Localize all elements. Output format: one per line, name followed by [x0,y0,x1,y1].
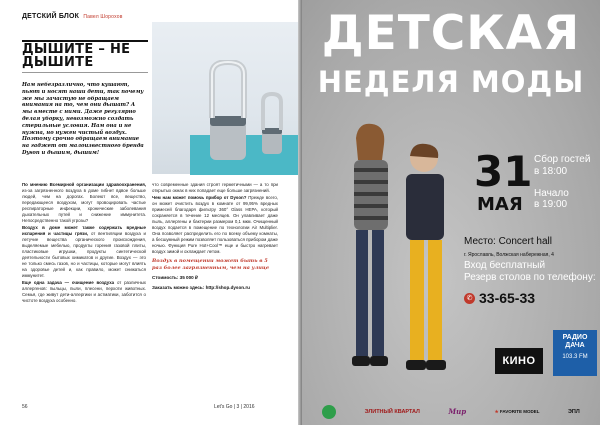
col1-p1-bold: По мнению Всемирной организации здравоохранения, [22,182,146,187]
col1-p3: от различных аллергенов: пыльцы, пыли, плесени, перхоти животных. Семья, где живут дети-аллергики и астматики, заботится о чистоте воздуха особенно. [22,280,146,303]
col1-p3-bold: Еще одна задача — очищение воздуха [22,280,115,285]
price-value: 35 000 ₽ [179,275,198,280]
article-column-1 [22,182,146,305]
col1-p2: от вентиляции воздуха и летучие вещества органического происхождения, выделяемые мебелью, продукты горения газовой плиты, пластиковые игрушки, продукты синтетической деятельности бытовых химикатов и другие. Воздух — это не только смесь газов, но и частицы, которые могут влиять на здоровье детей и, как правило, может снижаться иммунитет. [22,231,146,278]
start-label: Начало [534,188,569,199]
col1-p2-bold: Воздух в доме может также содержать вредные испарения и частицы грязи, [22,225,146,236]
price-label: Стоимость: [152,275,179,280]
col2-p2-bold: Чем нам может помочь прибор от Dyson? [152,195,247,200]
article-headline: ДЫШИТЕ – НЕ ДЫШИТЕ [22,42,131,70]
kino-logo: КИНО [495,348,543,374]
kids-photo [328,118,468,406]
headline-rule-bottom [22,72,148,73]
article-lead: Нам небезразлично, что кушают, пьют и носят наши дети, так почему же мы зачастую не обращаем внимания на то, чем они дышат? А мы вместе с ними. Даже регулярно делая уборку, невозможно создать стерильные условия. Нам она и не нужна, но нужен чистый воздух. Поэтому срочно обращаем внимание на гаджет от малоизвестного бренда Dyson и дышим, дышим! [22,82,144,156]
sponsor-mir: Мир [448,407,467,416]
sponsor-badge-icon [322,405,336,419]
event-address: г. Ярославль, Волжская набережная, 4 [464,252,554,258]
col2-p1: что современные здания строят герметичными — а то при открытых окнах в них попадает еще больше загрязнений. [152,182,278,193]
radio-frequency: 103.3 FM [562,354,588,360]
pull-quote: Воздух в помещении может быть в 5 раз более загрязненным, чем на улице [152,258,270,271]
phone-row [464,290,535,306]
order-line [152,285,278,291]
gathering-label: Сбор гостей [534,154,591,165]
entry-info: Вход бесплатный [464,260,546,271]
radio-name: РАДИО ДАЧА [562,334,588,349]
event-venue: Место: Concert hall [464,236,552,247]
sponsor-elite: ЭЛИТНЫЙ КВАРТАЛ [364,408,420,415]
col1-p1: из-за загрязненного воздуха в доме гибнет вдвое больше людей, чем на дорогах. Болеют все, вещество, передающееся воздухом, могут провоцировать частые респираторные инфекции, хронические заболевания дыхательных путей и снижение иммунитета. Непосредственно такой угрозы? [22,188,146,223]
dyson-purifier-small [254,92,290,154]
col2-p2: Прежде всего, он может очистить воздух в комнате от 99,95% вредных примесей благодаря фильтру 360° Glass HEPA, который сохраняется в течение 12 месяцев. Он улавливает даже пыль, аллергены и бактерии размером 0,1 мкм. Очищенный воздух подается в помещение по технологии Air Multiplier. Она позволяет распределить его по всему объему комнаты, а бесшумный режим позволяет пользоваться прибором даже ночью. Функция Pure Hot+Cool™ еще и быстро нагревает воздух зимой и охлаждает летом. [152,195,278,254]
event-date-month: МАЯ [477,194,523,215]
article-column-2 [152,182,278,291]
ad-title-line2: НЕДЕЛЯ МОДЫ [317,65,585,99]
sponsor-favorite-model: ★ FAVORITE MODEL [495,409,540,415]
reservation-phone[interactable]: 33-65-33 [479,290,536,306]
editorial-page [0,0,298,425]
order-link[interactable]: http://shop.dyson.ru [205,285,250,290]
section-author: Павел Шорохов [83,14,123,20]
radio-dacha-logo [553,330,597,376]
page-number: 56 [22,404,28,410]
gathering-time: в 18:00 [534,166,568,177]
start-time: в 19:00 [534,199,568,210]
sponsor-epl: ЭПЛ [567,408,580,415]
sponsor-bar [302,398,600,425]
section-header [22,13,123,20]
magazine-folio: Let's Go | 3 | 2016 [214,404,255,410]
event-date-number: 31 [474,147,533,196]
price-line [152,275,278,281]
fashion-week-ad [302,0,600,425]
phone-icon: ✆ [464,293,475,304]
ad-title-line1: ДЕТСКАЯ [321,6,581,61]
reservation-info: Резерв столов по телефону: [464,272,596,283]
section-title: ДЕТСКИЙ БЛОК [22,13,80,20]
dyson-purifier-large [196,60,260,160]
order-label: Заказать можно здесь: [152,285,205,290]
